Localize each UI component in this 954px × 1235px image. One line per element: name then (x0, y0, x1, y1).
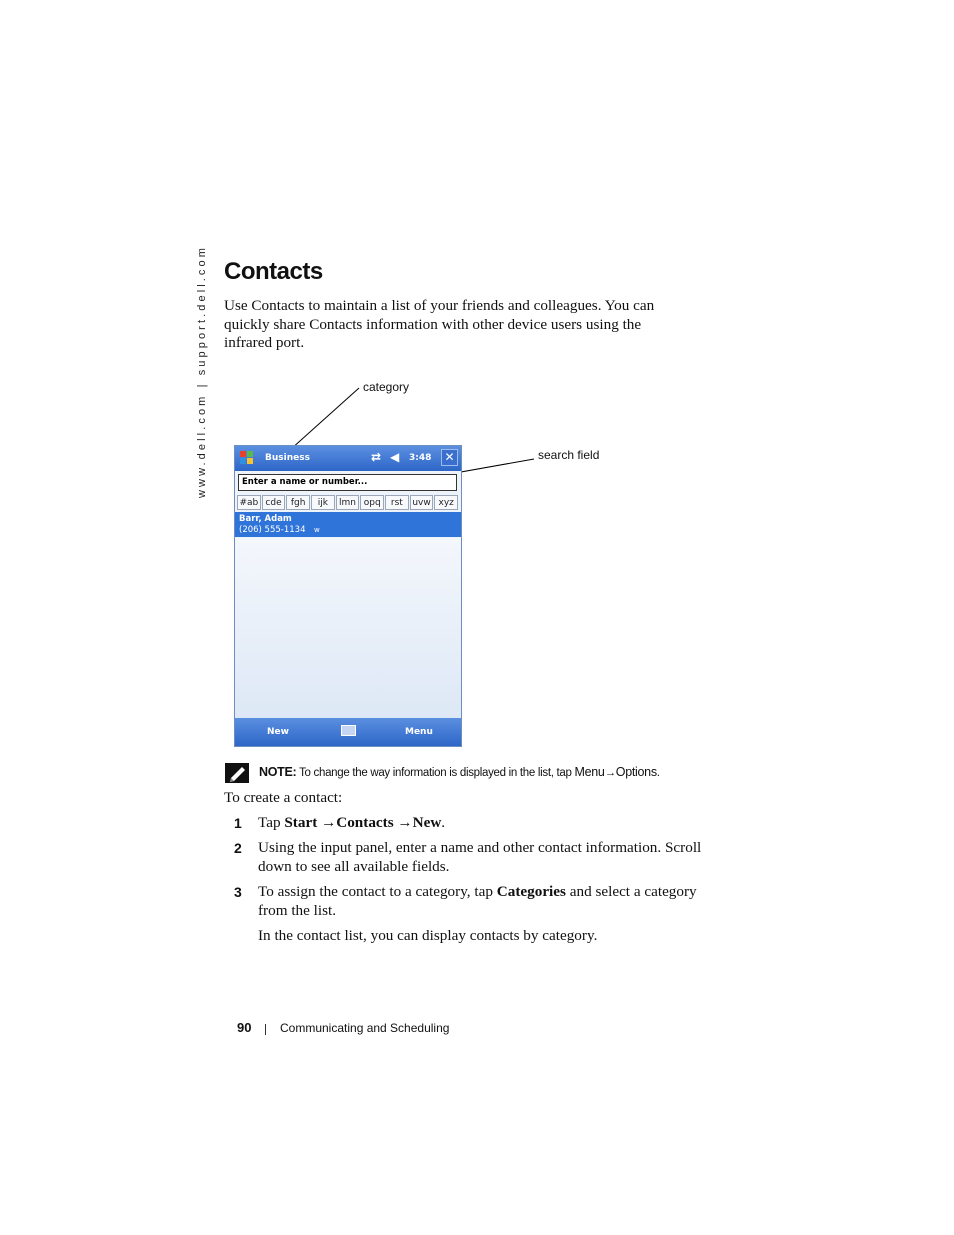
abc-tab[interactable]: fgh (286, 495, 310, 510)
step-1-arrow-2: → (397, 814, 413, 831)
volume-icon[interactable]: ◀ (390, 450, 400, 464)
note-options: Options (615, 765, 657, 779)
search-input[interactable]: Enter a name or number... (238, 474, 457, 491)
step-1-text (258, 814, 708, 833)
abc-tab[interactable]: #ab (237, 495, 261, 510)
alphabet-tabs (237, 495, 459, 511)
connectivity-icon[interactable]: ⇄ (371, 450, 382, 464)
navigation-bar (235, 446, 461, 471)
windows-start-icon[interactable] (238, 449, 256, 467)
contact-list-item[interactable] (235, 512, 461, 537)
clock[interactable]: 3:48 (409, 453, 432, 463)
chapter-title: Communicating and Scheduling (280, 1021, 450, 1035)
note (259, 765, 660, 779)
callout-search-field: search field (538, 448, 600, 462)
note-menu: Menu (574, 765, 605, 779)
abc-tab[interactable]: rst (385, 495, 409, 510)
intro-paragraph: Use Contacts to maintain a list of your friends and colleagues. You can quickly share Contacts information with other device users using the infrared port. (224, 297, 655, 351)
step-2-text: Using the input panel, enter a name and other contact information. Scroll down to see all available fields. (258, 839, 702, 875)
menu-softkey[interactable]: Menu (405, 727, 433, 737)
abc-tab[interactable]: opq (360, 495, 384, 510)
note-label: NOTE: (259, 765, 297, 779)
step-3-pre: To assign the contact to a category, tap (258, 883, 493, 900)
step-number: 3 (234, 884, 242, 900)
step-number: 2 (234, 840, 242, 856)
note-arrow: → (604, 767, 616, 779)
create-intro: To create a contact: (224, 789, 343, 806)
side-url: www.dell.com | support.dell.com (196, 244, 208, 498)
page-number: 90 (237, 1020, 252, 1035)
step-3-followup: In the contact list, you can display contacts by category. (258, 927, 598, 944)
close-button[interactable]: ✕ (441, 449, 458, 466)
category-selector[interactable]: Business (265, 453, 310, 463)
pencil-note-icon (225, 763, 249, 783)
contact-phone: (206) 555-1134 (239, 525, 306, 535)
step-number: 1 (234, 815, 242, 831)
step-3-text (258, 883, 708, 920)
step-1-arrow: → (321, 814, 337, 831)
step-1-contacts: Contacts (336, 814, 394, 831)
footer-divider (265, 1024, 266, 1035)
step-1-end: . (441, 814, 446, 831)
step-3-post: and select a category from the list. (258, 883, 697, 919)
step-1-new: New (412, 814, 442, 831)
menu-bar (235, 718, 461, 746)
step-1-start: Start (284, 814, 318, 831)
note-text: To change the way information is displayed in the list, tap (299, 767, 572, 779)
abc-tab[interactable]: xyz (434, 495, 458, 510)
abc-tab[interactable]: lmn (336, 495, 360, 510)
keyboard-icon[interactable] (341, 725, 356, 736)
abc-tab[interactable]: cde (262, 495, 286, 510)
device-screenshot (234, 445, 462, 747)
abc-tab[interactable]: ijk (311, 495, 335, 510)
new-softkey[interactable]: New (267, 727, 289, 737)
contact-phone-type: w (314, 526, 320, 534)
contact-list-area[interactable] (235, 538, 461, 718)
step-1-pre: Tap (258, 814, 281, 831)
page-title: Contacts (224, 258, 323, 285)
note-end: . (656, 767, 660, 779)
contact-name: Barr, Adam (239, 514, 292, 524)
abc-tab[interactable]: uvw (410, 495, 434, 510)
step-3-categories: Categories (496, 883, 566, 900)
callout-category: category (363, 380, 410, 394)
